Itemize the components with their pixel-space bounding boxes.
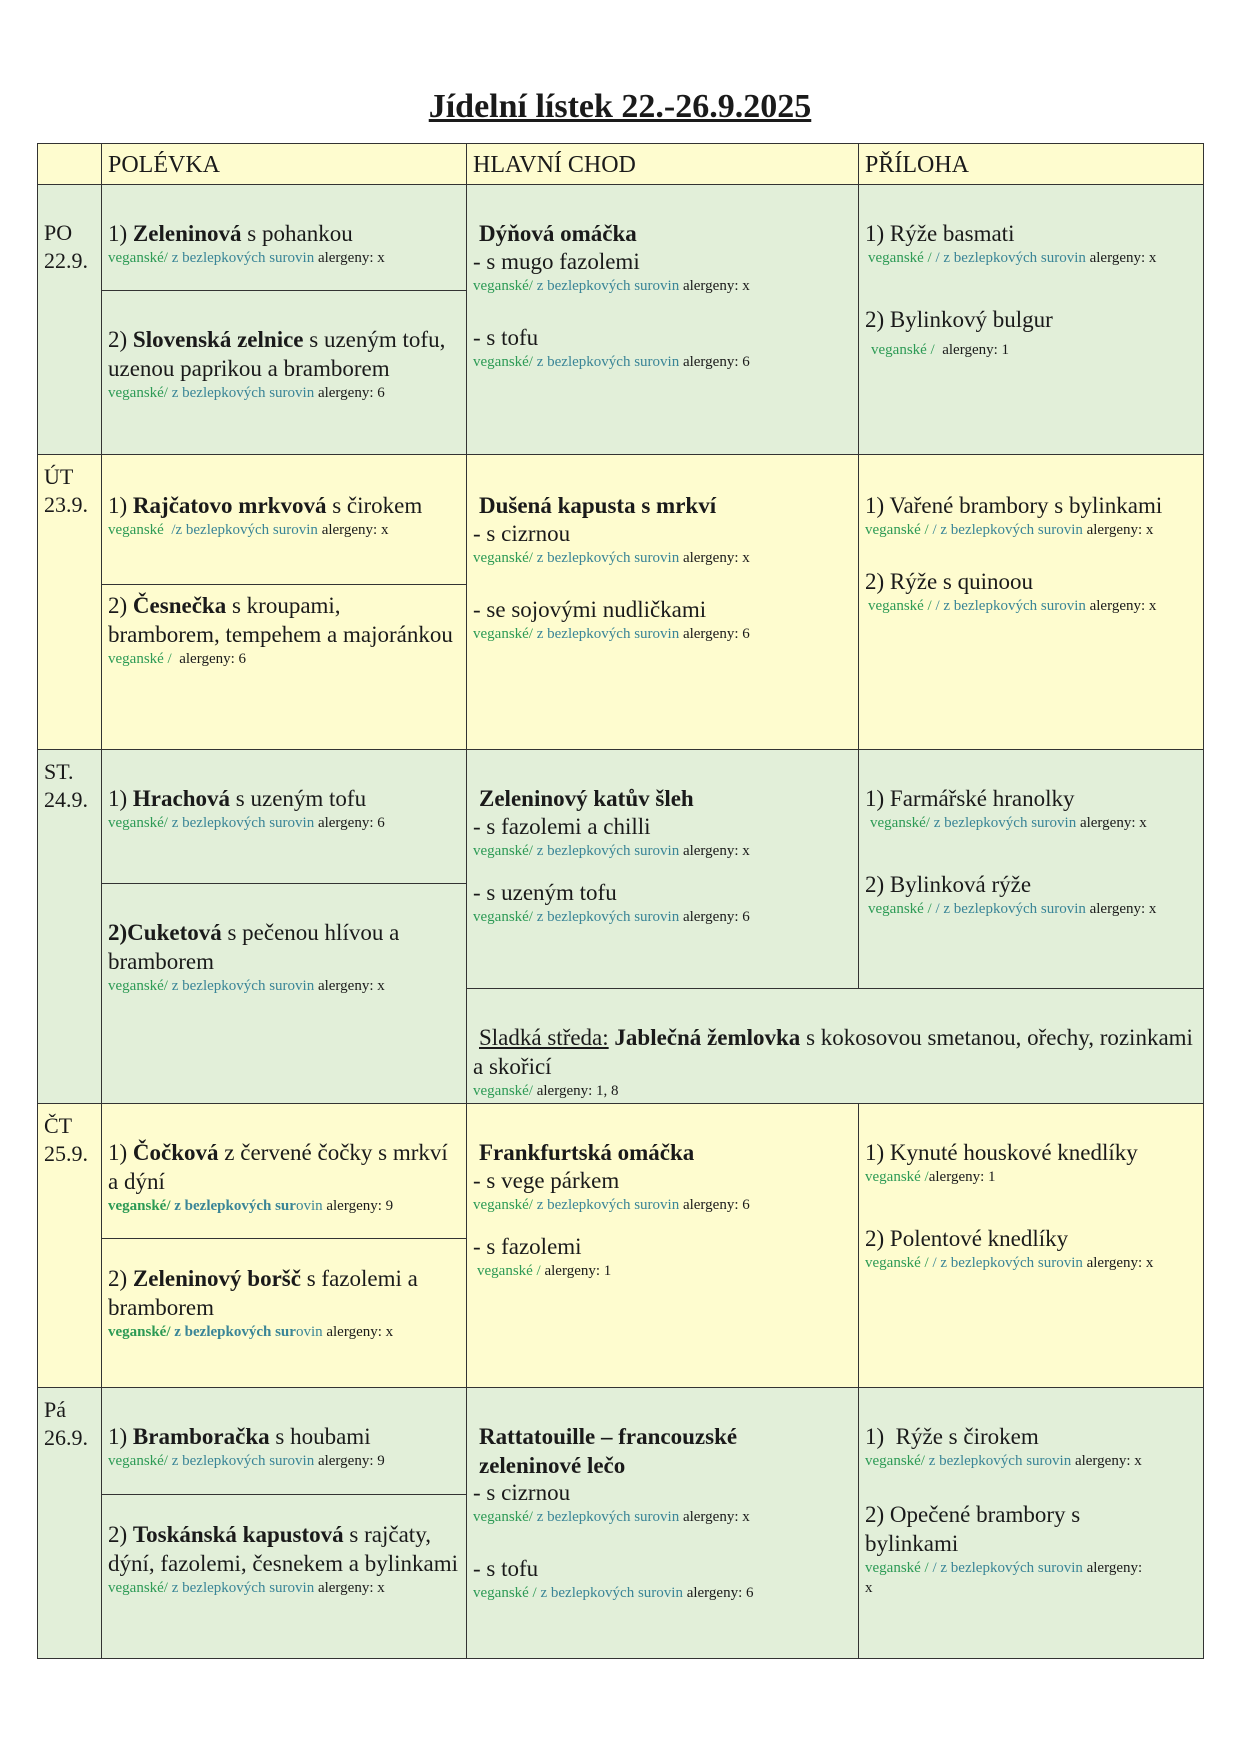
day-cell-thu: [37, 1103, 102, 1388]
day-name: PO: [44, 220, 73, 245]
side-cell-thu: [858, 1103, 1204, 1388]
soup-name: Hrachová: [132, 786, 231, 811]
page-title: Jídelní lístek 22.-26.9.2025: [428, 88, 812, 125]
main-variant: - se sojovými nudličkami veganské/ z bezlepkových surovin alergeny: 6: [473, 597, 750, 642]
main-name: Dýňová omáčka: [479, 221, 637, 246]
side-item: 1) Farmářské hranolky veganské/ z bezlepkových surovin alergeny: x: [865, 786, 1147, 831]
main-item: [473, 1422, 818, 1480]
side-item: 2) Polentové knedlíky veganské / / z bezlepkových surovin alergeny: x: [865, 1226, 1154, 1271]
main-cell-mon: [466, 184, 859, 455]
day-cell-wed: [37, 749, 102, 1104]
day-cell-mon: [37, 184, 102, 455]
soup-name: Zeleninový boršč: [132, 1266, 301, 1291]
main-item: [479, 491, 850, 520]
header-soup: POLÉVKA: [101, 143, 467, 185]
soup-separator: [101, 883, 467, 884]
main-cell-tue: [466, 454, 859, 750]
soup-item: 2)Cuketová s pečenou hlívou a bramborem veganské/ z bezlepkových surovin alergeny: x: [108, 920, 400, 994]
day-cell-fri: [37, 1387, 102, 1659]
main-item: [479, 1138, 850, 1167]
soup-separator: [101, 1494, 467, 1495]
soup-name: Slovenská zelnice: [132, 327, 304, 352]
main-variant: - s vege párkem veganské/ z bezlepkových surovin alergeny: 6: [473, 1168, 750, 1213]
day-name: ČT: [44, 1113, 73, 1138]
main-variant: - s cizrnou veganské/ z bezlepkových surovin alergeny: x: [473, 1480, 750, 1525]
main-cell-wed: [466, 749, 859, 989]
main-variant: - s uzeným tofu veganské/ z bezlepkových surovin alergeny: 6: [473, 880, 750, 925]
soup-item: 2) Slovenská zelnice s uzeným tofu, uzenou paprikou a bramborem veganské/ z bezlepkových surovin alergeny: 6: [108, 327, 446, 401]
soup-name: Česnečka: [132, 593, 227, 618]
soup-cell-wed: [101, 749, 467, 1104]
soup-item: 1) Rajčatovo mrkvová s čirokem veganské /z bezlepkových surovin alergeny: x: [108, 493, 423, 538]
day-date: 24.9.: [44, 787, 88, 812]
day-name: ÚT: [44, 464, 74, 489]
header-side: PŘÍLOHA: [858, 143, 1204, 185]
side-item: 2) Bylinkový bulgur veganské / alergeny: 1: [865, 307, 1053, 358]
main-cell-thu: [466, 1103, 859, 1388]
sweet-label: Sladká středa:: [479, 1025, 609, 1050]
soup-cell-fri: [101, 1387, 467, 1659]
main-variant: - s mugo fazolemi veganské/ z bezlepkových surovin alergeny: x: [473, 249, 750, 294]
soup-cell-tue: [101, 454, 467, 750]
main-variant: - s fazolemi a chilli veganské/ z bezlepkových surovin alergeny: x: [473, 814, 750, 859]
soup-separator: [101, 1238, 467, 1239]
day-cell-tue: [37, 454, 102, 750]
main-variant: - s fazolemi veganské / alergeny: 1: [473, 1234, 612, 1279]
side-item: 2) Opečené brambory s bylinkami veganské / / z bezlepkových surovin alergeny: x: [865, 1502, 1143, 1596]
main-variant: - s cizrnou veganské/ z bezlepkových surovin alergeny: x: [473, 521, 750, 566]
soup-item: 2) Toskánská kapustová s rajčaty, dýní, fazolemi, česnekem a bylinkami veganské/ z bezlepkových surovin alergeny: x: [108, 1522, 458, 1596]
sweet-name: Jablečná žemlovka: [614, 1025, 801, 1050]
main-name: Rattatouille – francouzské zeleninové lečo: [479, 1424, 738, 1478]
sweet-wednesday-cell: [466, 988, 1204, 1104]
main-name: Frankfurtská omáčka: [479, 1140, 695, 1165]
soup-item: 1) Zeleninová s pohankou veganské/ z bezlepkových surovin alergeny: x: [108, 221, 385, 266]
day-date: 26.9.: [44, 1425, 88, 1450]
soup-name: Rajčatovo mrkvová: [132, 493, 327, 518]
day-date: 22.9.: [44, 248, 88, 273]
main-variant: - s tofu veganské/ z bezlepkových surovin alergeny: 6: [473, 325, 750, 370]
soup-separator: [101, 290, 467, 291]
soup-item: 1) Hrachová s uzeným tofu veganské/ z bezlepkových surovin alergeny: 6: [108, 786, 385, 831]
soup-name: Toskánská kapustová: [132, 1522, 344, 1547]
soup-item: 2) Česnečka s kroupami, bramborem, tempehem a majoránkou veganské / alergeny: 6: [108, 593, 453, 667]
soup-cell-thu: [101, 1103, 467, 1388]
soup-separator: [101, 584, 467, 585]
soup-item: 1) Bramboračka s houbami veganské/ z bezlepkových surovin alergeny: 9: [108, 1424, 385, 1469]
main-item: [479, 219, 850, 248]
day-date: 25.9.: [44, 1141, 88, 1166]
main-cell-fri: [466, 1387, 859, 1659]
main-variant: - s tofu veganské / z bezlepkových surovin alergeny: 6: [473, 1556, 754, 1601]
header-main: HLAVNÍ CHOD: [466, 143, 859, 185]
soup-name: Bramboračka: [132, 1424, 270, 1449]
day-date: 23.9.: [44, 492, 88, 517]
side-cell-tue: [858, 454, 1204, 750]
soup-name: Cuketová: [127, 920, 222, 945]
side-item: 2) Rýže s quinoou veganské / / z bezlepkových surovin alergeny: x: [865, 569, 1157, 614]
side-item: 1) Vařené brambory s bylinkami veganské / / z bezlepkových surovin alergeny: x: [865, 493, 1163, 538]
main-name: Zeleninový katův šleh: [479, 786, 694, 811]
sweet-item: Sladká středa: Jablečná žemlovka s kokosovou smetanou, ořechy, rozinkami a skořicí veganské/ alergeny: 1, 8: [473, 1025, 1193, 1099]
side-item: 1) Rýže s čirokem veganské/ z bezlepkových surovin alergeny: x: [865, 1424, 1142, 1469]
soup-name: Zeleninová: [132, 221, 242, 246]
soup-cell-mon: [101, 184, 467, 455]
side-item: 1) Kynuté houskové knedlíky veganské /alergeny: 1: [865, 1140, 1138, 1185]
side-item: 2) Bylinková rýže veganské / / z bezlepkových surovin alergeny: x: [865, 872, 1157, 917]
main-item: [479, 784, 850, 813]
side-cell-fri: [858, 1387, 1204, 1659]
soup-name: Čočková: [132, 1140, 219, 1165]
soup-item: 1) Čočková z červené čočky s mrkví a dýní veganské/ z bezlepkových surovin alergeny: 9: [108, 1140, 448, 1214]
side-item: 1) Rýže basmati veganské / / z bezlepkových surovin alergeny: x: [865, 221, 1157, 266]
header-day-cell: [37, 143, 102, 185]
main-name: Dušená kapusta s mrkví: [479, 493, 717, 518]
side-cell-wed: [858, 749, 1204, 989]
day-name: Pá: [44, 1397, 66, 1422]
day-name: ST.: [44, 759, 74, 784]
soup-item: 2) Zeleninový boršč s fazolemi a bramborem veganské/ z bezlepkových surovin alergeny: x: [108, 1266, 418, 1340]
side-cell-mon: [858, 184, 1204, 455]
